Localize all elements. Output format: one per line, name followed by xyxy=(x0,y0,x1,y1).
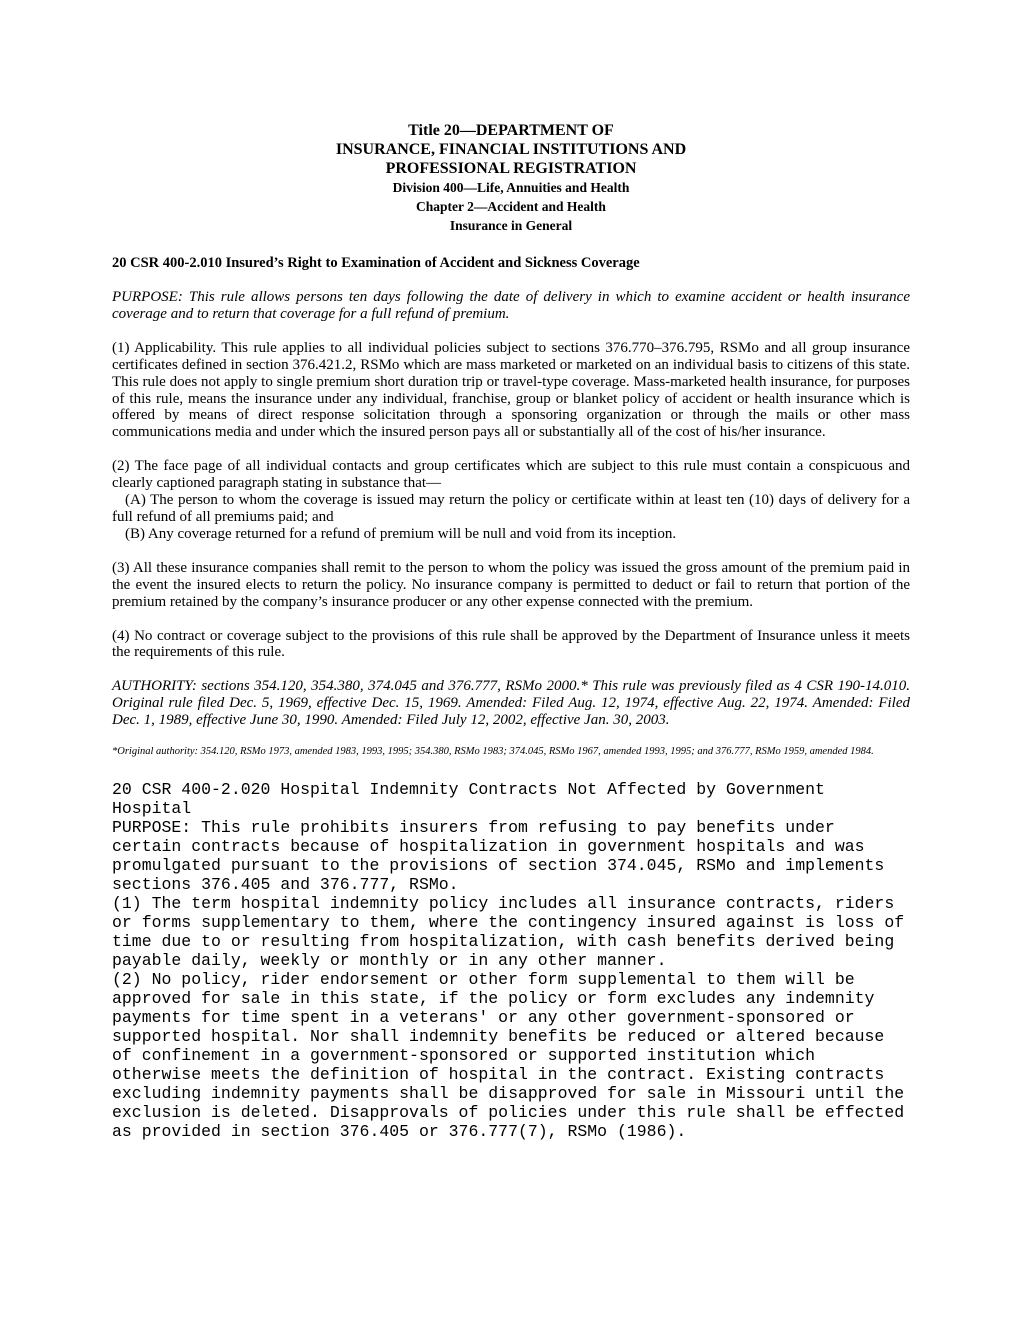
rule-2010-paragraph-2b: (B) Any coverage returned for a refund of premium will be null and void from its inception. xyxy=(125,525,677,542)
header-division-line: Division 400—Life, Annuities and Health xyxy=(392,180,630,195)
rule-2020-purpose: PURPOSE: This rule prohibits insurers from refusing to pay benefits under certain contracts because of hospitalization in government hospitals and was promulgated pursuant to the provisions of section 374.045, RSMo and implements sections 376.405 and 376.777, RSMo. xyxy=(112,817,885,894)
header-chapter-subline: Insurance in General xyxy=(449,218,573,233)
rule-2020-heading: 20 CSR 400-2.020 Hospital Indemnity Contracts Not Affected by Government Hospital xyxy=(112,779,825,818)
rule-2010-heading: 20 CSR 400-2.010 Insured’s Right to Examination of Accident and Sickness Coverage xyxy=(112,255,640,271)
rule-2010-authority: AUTHORITY: sections 354.120, 354.380, 374.045 and 376.777, RSMo 2000.* This rule was previously filed as 4 CSR 190-14.010. Original rule filed Dec. 5, 1969, effective Dec. 15, 1969. Amended: Filed Aug. 12, 1974, effective Aug. 22, 1974. Amended: Filed Dec. 1, 1989, effective June 30, 1990. Amended: Filed July 12, 2002, effective Jan. 30, 2003. xyxy=(112,678,910,729)
rule-2010-paragraph-2a: (A) The person to whom the coverage is issued may return the policy or certificate within at least ten (10) days of delivery for a full refund of all premiums paid; and xyxy=(112,492,910,525)
rule-2010-original-authority-footnote: *Original authority: 354.120, RSMo 1973, amended 1983, 1993, 1995; 354.380, RSMo 1983; 374.045, RSMo 1967, amended 1993, 1995; and 376.777, RSMo 1959, amended 1984. xyxy=(112,746,874,758)
rule-2010-paragraph-1: (1) Applicability. This rule applies to all individual policies subject to sections 376.770–376.795, RSMo and all group insurance certificates defined in section 376.421.2, RSMo which are mass marketed or marketed on an individual basis to citizens of this state. This rule does not apply to single premium short duration trip or travel-type coverage. Mass-marketed health insurance, for purposes of this rule, means the insurance under any individual, franchise, group or blanket policy of accident or health insurance which is offered by means of direct response solicitation through a sponsoring organization or through the mails or other mass communications media and under which the insured person pays all or substantially all of the cost of his/her insurance. xyxy=(112,339,910,441)
header-chapter-line: Chapter 2—Accident and Health xyxy=(416,199,606,214)
rule-2010-paragraph-4: (4) No contract or coverage subject to the provisions of this rule shall be approved by the Department of Insurance unless it meets the requirements of this rule. xyxy=(112,627,910,661)
rule-2010-paragraph-3: (3) All these insurance companies shall remit to the person to whom the policy was issued the gross amount of the premium paid in the event the insured elects to return the policy. No insurance company is permitted to deduct or fail to return that portion of the premium retained by the company’s insurance producer or any other expense connected with the premium. xyxy=(112,559,910,610)
rule-2020-paragraph-1: (1) The term hospital indemnity policy includes all insurance contracts, riders or forms supplementary to them, where the contingency insured against is loss of time due to or resulting from hospitalization, with cash benefits derived being payable daily, weekly or monthly or in any other manner. xyxy=(112,893,905,970)
rule-400-2-020-section xyxy=(112,780,910,1141)
header-department-line: INSURANCE, FINANCIAL INSTITUTIONS AND xyxy=(335,141,687,158)
document-header xyxy=(112,121,910,235)
rule-400-2-010-section xyxy=(112,255,910,759)
header-registration-line: PROFESSIONAL REGISTRATION xyxy=(385,160,637,177)
rule-2020-paragraph-2: (2) No policy, rider endorsement or other form supplemental to them will be approved for sale in this state, if the policy or form excludes any indemnity payments for time spent in a veterans' or any other government-sponsored or supported hospital. Nor shall indemnity benefits be reduced or altered because of confinement in a government-sponsored or supported institution which otherwise meets the definition of hospital in the contract. Existing contracts excluding indemnity payments shall be disapproved for sale in Missouri until the exclusion is deleted. Disapprovals of policies under this rule shall be effected as provided in section 376.405 or 376.777(7), RSMo (1986). xyxy=(112,969,905,1141)
rule-2010-paragraph-2: (2) The face page of all individual contacts and group certificates which are subject to this rule must contain a conspicuous and clearly captioned paragraph stating in substance that— xyxy=(112,458,910,492)
rule-2010-purpose: PURPOSE: This rule allows persons ten days following the date of delivery in which to examine accident or health insurance coverage and to return that coverage for a full refund of premium. xyxy=(112,289,910,322)
header-title-line: Title 20—DEPARTMENT OF xyxy=(408,122,614,139)
